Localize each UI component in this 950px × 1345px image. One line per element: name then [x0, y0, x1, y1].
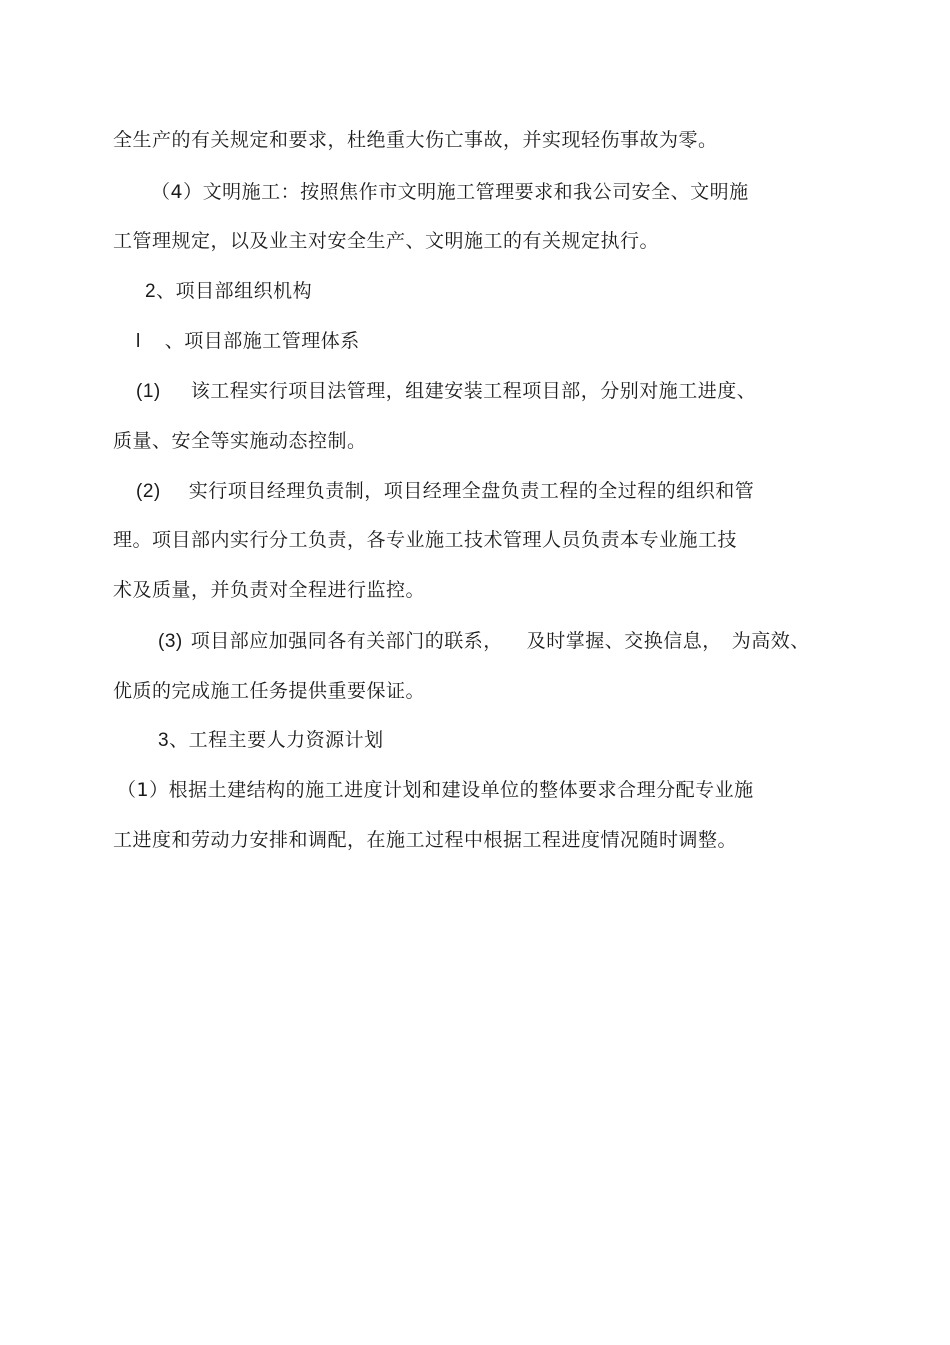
section-heading	[145, 279, 312, 304]
list-item	[158, 629, 810, 654]
paragraph-line	[151, 180, 749, 204]
paragraph-line	[117, 778, 754, 802]
subsection-heading	[136, 329, 360, 354]
item-text: 该工程实行项目法管理，组建安装工程项目部，分别对施工进度、	[190, 380, 757, 402]
paragraph-line	[113, 429, 367, 453]
section-number: 3、	[158, 730, 189, 751]
item-text-part: 及时掌握、交换信息，	[526, 630, 722, 652]
item-text: 实行项目经理负责制，项目经理全盘负责工程的全过程的组织和管	[188, 480, 755, 502]
paragraph-line	[113, 528, 737, 552]
text: 工进度和劳动力安排和调配，在施工过程中根据工程进度情况随时调整。	[113, 829, 738, 851]
subsection-title: 、项目部施工管理体系	[164, 330, 360, 352]
text: 全生产的有关规定和要求，杜绝重大伤亡事故，并实现轻伤事故为零。	[113, 129, 718, 151]
item-number: (2)	[136, 481, 161, 502]
item-number: (3)	[158, 631, 183, 652]
text: 术及质量，并负责对全程进行监控。	[113, 579, 426, 601]
text: （4）文明施工：按照焦作市文明施工管理要求和我公司安全、文明施	[151, 181, 749, 203]
text: 工管理规定，以及业主对安全生产、文明施工的有关规定执行。	[113, 230, 660, 252]
section-heading	[158, 728, 384, 753]
section-title: 项目部组织机构	[175, 280, 313, 302]
paragraph-line	[113, 578, 425, 602]
item-text-part: 为高效、	[731, 630, 810, 652]
subsection-number: l	[136, 331, 141, 352]
text: 理。项目部内实行分工负责，各专业施工技术管理人员负责本专业施工技	[113, 529, 738, 551]
text: （1）根据土建结构的施工进度计划和建设单位的整体要求合理分配专业施	[117, 779, 754, 801]
paragraph-line	[113, 128, 718, 152]
list-item	[136, 379, 756, 404]
paragraph-line	[113, 828, 737, 852]
paragraph-line	[113, 679, 425, 703]
paragraph-line	[113, 229, 659, 253]
text: 质量、安全等实施动态控制。	[113, 430, 367, 452]
text: 优质的完成施工任务提供重要保证。	[113, 680, 426, 702]
item-number: (1)	[136, 381, 161, 402]
section-title: 工程主要人力资源计划	[188, 729, 384, 751]
list-item	[136, 479, 754, 504]
item-text-part: 项目部应加强同各有关部门的联系，	[190, 630, 503, 652]
section-number: 2、	[145, 281, 176, 302]
